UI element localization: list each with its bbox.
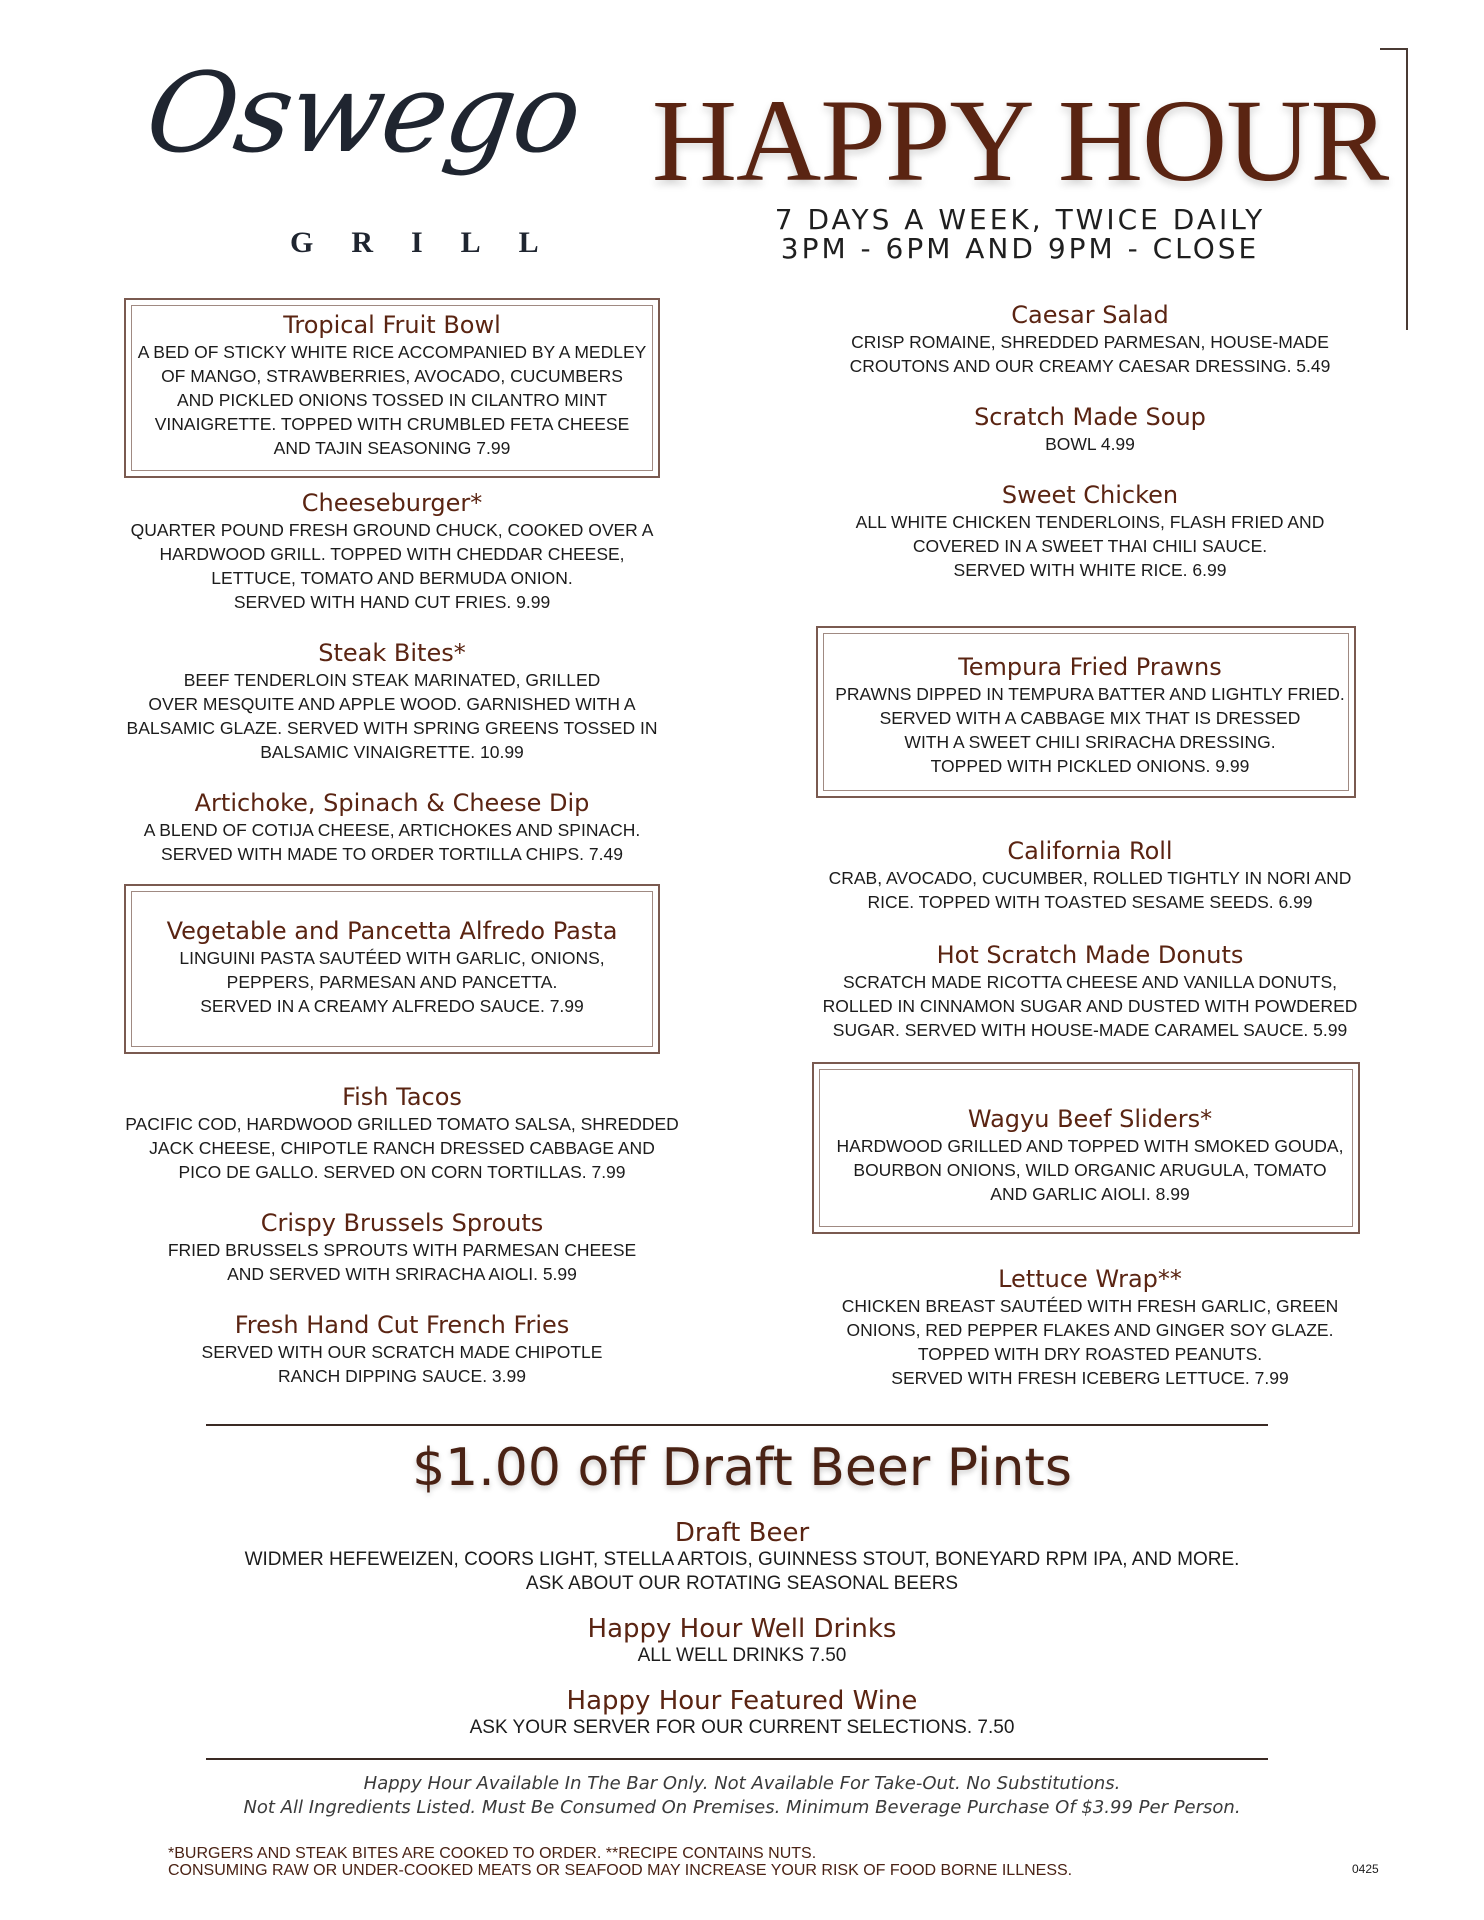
menu-item-french-fries: Fresh Hand Cut French Fries SERVED WITH OUR SCRATCH MADE CHIPOTLE RANCH DIPPING SAUCE. 3.99 [201,1311,603,1386]
drink-draft-beer: Draft Beer WIDMER HEFEWEIZEN, COORS LIGHT, STELLA ARTOIS, GUINNESS STOUT, BONEYARD RPM IPA, AND MORE. ASK ABOUT OUR ROTATING SEASONAL BEERS [244,1518,1240,1594]
logo-subtitle: GRILL [290,226,577,259]
menu-item-fish-tacos: Fish Tacos PACIFIC COD, HARDWOOD GRILLED TOMATO SALSA, SHREDDED JACK CHEESE, CHIPOTLE RANCH DRESSED CABBAGE AND PICO DE GALLO. SERVED ON CORN TORTILLAS. 7.99 [125,1083,679,1182]
menu-item-brussels-sprouts: Crispy Brussels Sprouts FRIED BRUSSELS SPROUTS WITH PARMESAN CHEESE AND SERVED WITH SRIRACHA AIOLI. 5.99 [167,1209,637,1284]
menu-item-tempura-prawns: Tempura Fried Prawns PRAWNS DIPPED IN TEMPURA BATTER AND LIGHTLY FRIED. SERVED WITH A CABBAGE MIX THAT IS DRESSED WITH A SWEET CHILI SRIRACHA DRESSING. TOPPED WITH PICKLED ONIONS. 9.99 [835,653,1345,776]
menu-code: 0425 [1352,1862,1379,1876]
drink-featured-wine: Happy Hour Featured Wine ASK YOUR SERVER FOR OUR CURRENT SELECTIONS. 7.50 [469,1686,1015,1738]
page-title: HAPPY HOUR [651,75,1389,206]
schedule-hours: 3PM - 6PM AND 9PM - CLOSE [780,232,1260,265]
drink-well-drinks: Happy Hour Well Drinks ALL WELL DRINKS 7.50 [587,1614,897,1666]
divider-bottom [206,1758,1268,1760]
menu-item-cheeseburger: Cheeseburger* QUARTER POUND FRESH GROUND CHUCK, COOKED OVER A HARDWOOD GRILL. TOPPED WITH CHEDDAR CHEESE, LETTUCE, TOMATO AND BERMUDA ONION. SERVED WITH HAND CUT FRIES. 9.99 [130,489,654,612]
logo-script: Oswego [139,49,588,177]
divider-top [206,1424,1268,1426]
menu-item-steak-bites: Steak Bites* BEEF TENDERLOIN STEAK MARINATED, GRILLED OVER MESQUITE AND APPLE WOOD. GARNISHED WITH A BALSAMIC GLAZE. SERVED WITH SPRING GREENS TOSSED IN BALSAMIC VINAIGRETTE. 10.99 [126,639,658,762]
menu-item-caesar-salad: Caesar Salad CRISP ROMAINE, SHREDDED PARMESAN, HOUSE-MADE CROUTONS AND OUR CREAMY CAESAR DRESSING. 5.49 [849,301,1331,376]
header-frame-vertical [1406,48,1408,330]
menu-item-california-roll: California Roll CRAB, AVOCADO, CUCUMBER, ROLLED TIGHTLY IN NORI AND RICE. TOPPED WITH TOASTED SESAME SEEDS. 6.99 [828,837,1352,912]
menu-item-artichoke-dip: Artichoke, Spinach & Cheese Dip A BLEND OF COTIJA CHEESE, ARTICHOKES AND SPINACH. SERVED WITH MADE TO ORDER TORTILLA CHIPS. 7.49 [143,789,641,864]
header-frame-horizontal [1380,48,1408,50]
menu-item-donuts: Hot Scratch Made Donuts SCRATCH MADE RICOTTA CHEESE AND VANILLA DONUTS, ROLLED IN CINNAMON SUGAR AND DUSTED WITH POWDERED SUGAR. SERVED WITH HOUSE-MADE CARAMEL SAUCE. 5.99 [822,941,1358,1040]
menu-item-soup: Scratch Made Soup BOWL 4.99 [974,403,1206,454]
menu-item-tropical-fruit-bowl: Tropical Fruit Bowl A BED OF STICKY WHITE RICE ACCOMPANIED BY A MEDLEY OF MANGO, STRAWBERRIES, AVOCADO, CUCUMBERS AND PICKLED ONIONS TOSSED IN CILANTRO MINT VINAIGRETTE. TOPPED WITH CRUMBLED FETA CHEESE AND TAJIN SEASONING 7.99 [137,311,647,458]
menu-item-sweet-chicken: Sweet Chicken ALL WHITE CHICKEN TENDERLOINS, FLASH FRIED AND COVERED IN A SWEET THAI CHILI SAUCE. SERVED WITH WHITE RICE. 6.99 [855,481,1325,580]
disclaimer: Happy Hour Available In The Bar Only. Not Available For Take-Out. No Substitutions. Not All Ingredients Listed. Must Be Consumed On Premises. Minimum Beverage Purchase Of $3.99 Per Person. [243,1773,1241,1818]
menu-item-wagyu-sliders: Wagyu Beef Sliders* HARDWOOD GRILLED AND TOPPED WITH SMOKED GOUDA, BOURBON ONIONS, WILD ORGANIC ARUGULA, TOMATO AND GARLIC AIOLI. 8.99 [836,1105,1344,1204]
fine-print: *BURGERS AND STEAK BITES ARE COOKED TO ORDER. **RECIPE CONTAINS NUTS. CONSUMING RAW OR UNDER-COOKED MEATS OR SEAFOOD MAY INCREASE YOUR RISK OF FOOD BORNE ILLNESS. [168,1845,1073,1879]
menu-item-alfredo-pasta: Vegetable and Pancetta Alfredo Pasta LINGUINI PASTA SAUTÉED WITH GARLIC, ONIONS, PEPPERS, PARMESAN AND PANCETTA. SERVED IN A CREAMY ALFREDO SAUCE. 7.99 [166,917,618,1016]
restaurant-logo [139,49,588,259]
schedule-days: 7 DAYS A WEEK, TWICE DAILY [774,203,1266,236]
beer-special-headline: $1.00 off Draft Beer Pints [412,1438,1072,1498]
menu-item-lettuce-wrap: Lettuce Wrap** CHICKEN BREAST SAUTÉED WITH FRESH GARLIC, GREEN ONIONS, RED PEPPER FLAKES AND GINGER SOY GLAZE. TOPPED WITH DRY ROASTED PEANUTS. SERVED WITH FRESH ICEBERG LETTUCE. 7.99 [841,1265,1339,1388]
